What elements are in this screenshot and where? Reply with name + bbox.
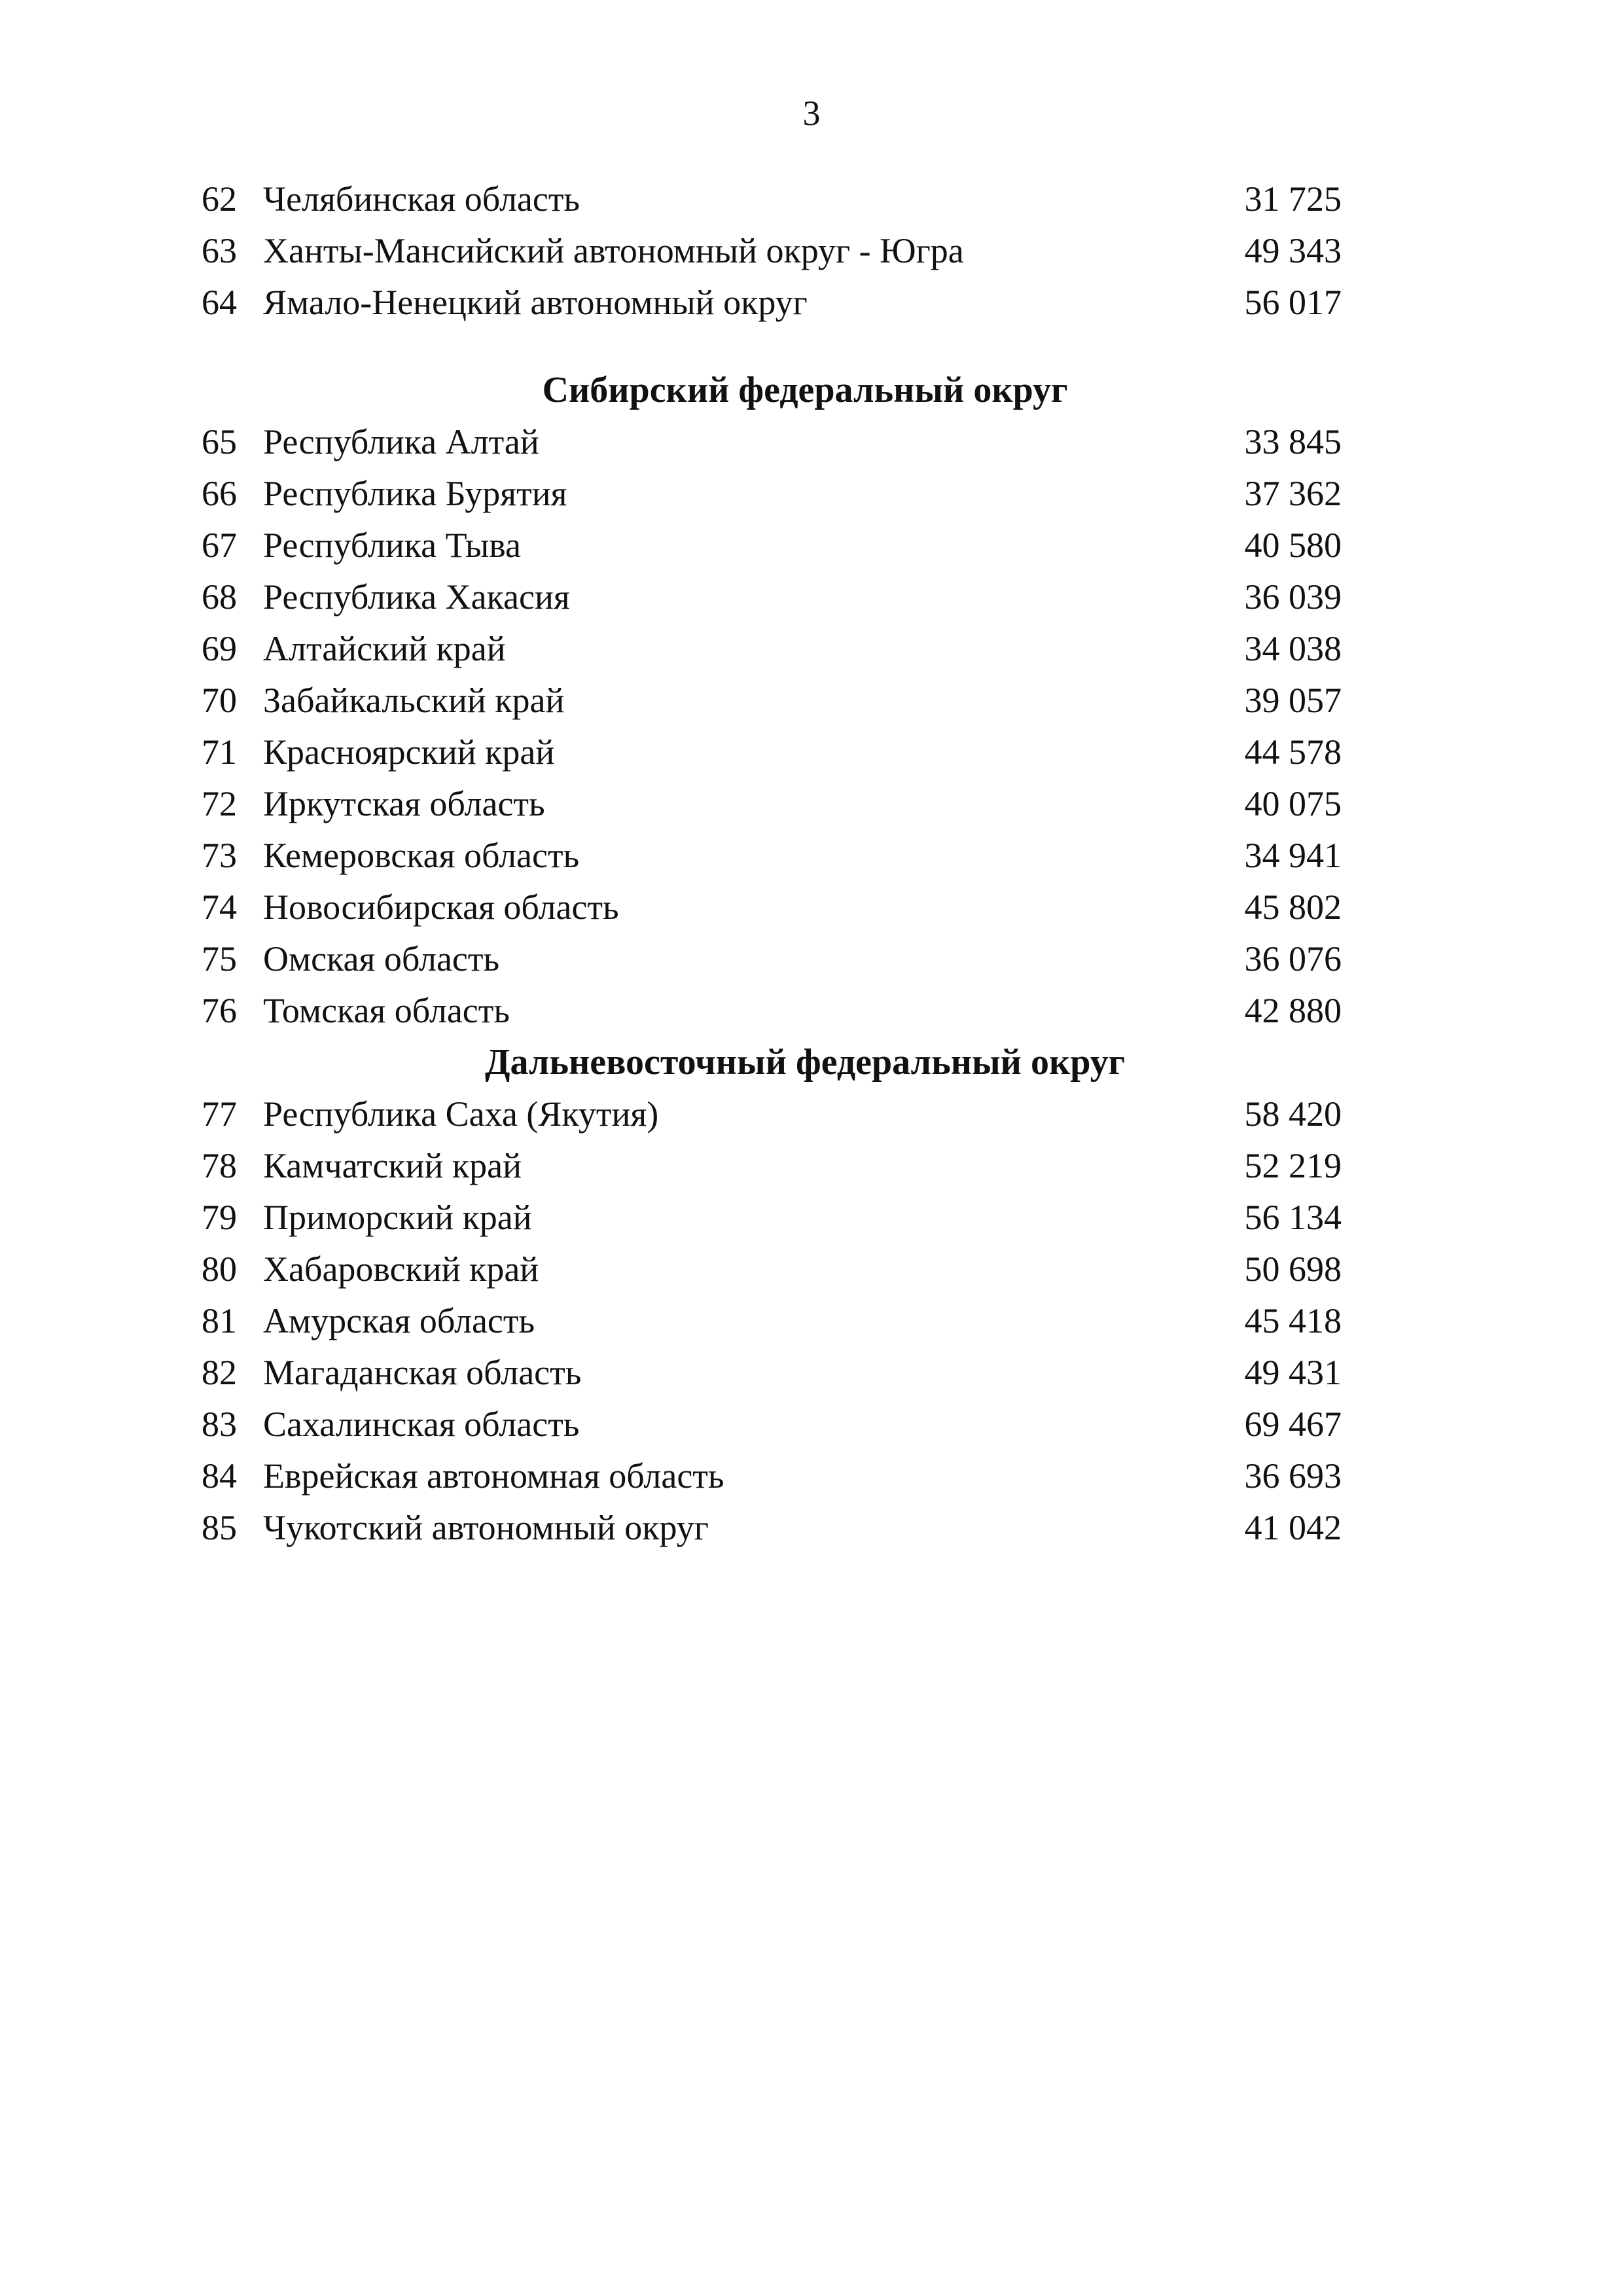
regions-table: [177, 173, 1355, 1554]
region-value: 36 039: [1244, 577, 1342, 617]
table-row: [177, 1347, 1355, 1399]
region-name: Чукотский автономный округ: [263, 1508, 709, 1547]
row-number: 64: [202, 283, 237, 322]
region-name: Республика Бурятия: [263, 474, 567, 513]
region-name: Алтайский край: [263, 629, 506, 668]
region-value: 37 362: [1244, 474, 1342, 513]
section-heading-siberian: Сибирский федеральный округ: [542, 370, 1068, 410]
table-row: [177, 985, 1355, 1037]
region-value: 49 343: [1244, 231, 1342, 270]
region-name: Забайкальский край: [263, 681, 565, 720]
region-value: 40 580: [1244, 526, 1342, 565]
row-number: 63: [202, 231, 237, 270]
region-name: Сахалинская область: [263, 1405, 580, 1444]
region-value: 52 219: [1244, 1146, 1342, 1185]
region-value: 34 941: [1244, 836, 1342, 875]
region-name: Иркутская область: [263, 784, 545, 823]
table-row: [177, 1088, 1355, 1140]
region-value: 36 693: [1244, 1456, 1342, 1496]
table-row: [177, 726, 1355, 778]
region-name: Магаданская область: [263, 1353, 582, 1392]
region-value: 42 880: [1244, 991, 1342, 1030]
region-value: 41 042: [1244, 1508, 1342, 1547]
section-gap: [177, 329, 1355, 365]
region-name: Еврейская автономная область: [263, 1456, 724, 1496]
table-row: [177, 882, 1355, 933]
table-row: [177, 1399, 1355, 1450]
table-row: [177, 675, 1355, 726]
region-value: 50 698: [1244, 1249, 1342, 1289]
table-row: [177, 1140, 1355, 1192]
region-name: Республика Тыва: [263, 526, 521, 565]
region-name: Челябинская область: [263, 179, 580, 219]
table-row: [177, 623, 1355, 675]
region-name: Камчатский край: [263, 1146, 522, 1185]
table-row: [177, 933, 1355, 985]
region-value: 39 057: [1244, 681, 1342, 720]
region-name: Красноярский край: [263, 732, 555, 772]
region-value: 58 420: [1244, 1094, 1342, 1134]
table-row: [177, 1192, 1355, 1244]
row-number: 62: [202, 179, 237, 219]
table-row: [177, 1295, 1355, 1347]
region-name: Новосибирская область: [263, 888, 619, 927]
table-row: [177, 1244, 1355, 1295]
row-number: 80: [202, 1249, 237, 1289]
region-value: 69 467: [1244, 1405, 1342, 1444]
row-number: 66: [202, 474, 237, 513]
row-number: 68: [202, 577, 237, 617]
region-name: Кемеровская область: [263, 836, 580, 875]
region-name: Республика Хакасия: [263, 577, 570, 617]
row-number: 84: [202, 1456, 237, 1496]
row-number: 69: [202, 629, 237, 668]
region-value: 33 845: [1244, 422, 1342, 461]
table-row: [177, 225, 1355, 277]
table-row: [177, 1502, 1355, 1554]
region-value: 31 725: [1244, 179, 1342, 219]
region-name: Приморский край: [263, 1198, 532, 1237]
row-number: 70: [202, 681, 237, 720]
region-value: 34 038: [1244, 629, 1342, 668]
row-number: 65: [202, 422, 237, 461]
row-number: 74: [202, 888, 237, 927]
row-number: 67: [202, 526, 237, 565]
table-row: [177, 1450, 1355, 1502]
row-number: 81: [202, 1301, 237, 1340]
region-value: 45 418: [1244, 1301, 1342, 1340]
table-row: [177, 277, 1355, 329]
region-name: Республика Саха (Якутия): [263, 1094, 659, 1134]
row-number: 71: [202, 732, 237, 772]
region-value: 40 075: [1244, 784, 1342, 823]
table-row: [177, 416, 1355, 468]
row-number: 76: [202, 991, 237, 1030]
region-value: 36 076: [1244, 939, 1342, 978]
region-name: Республика Алтай: [263, 422, 539, 461]
row-number: 79: [202, 1198, 237, 1237]
row-number: 75: [202, 939, 237, 978]
row-number: 82: [202, 1353, 237, 1392]
page-number: 3: [802, 94, 821, 133]
row-number: 78: [202, 1146, 237, 1185]
region-name: Омская область: [263, 939, 500, 978]
region-value: 45 802: [1244, 888, 1342, 927]
table-row: [177, 468, 1355, 520]
table-row: [177, 778, 1355, 830]
region-value: 56 134: [1244, 1198, 1342, 1237]
row-number: 85: [202, 1508, 237, 1547]
region-name: Хабаровский край: [263, 1249, 539, 1289]
region-value: 49 431: [1244, 1353, 1342, 1392]
region-value: 56 017: [1244, 283, 1342, 322]
row-number: 83: [202, 1405, 237, 1444]
region-name: Амурская область: [263, 1301, 535, 1340]
row-number: 72: [202, 784, 237, 823]
region-name: Томская область: [263, 991, 510, 1030]
section-heading-far-eastern: Дальневосточный федеральный округ: [484, 1042, 1126, 1083]
region-name: Ямало-Ненецкий автономный округ: [263, 283, 808, 322]
table-row: [177, 830, 1355, 882]
row-number: 77: [202, 1094, 237, 1134]
region-value: 44 578: [1244, 732, 1342, 772]
region-name: Ханты-Мансийский автономный округ - Югра: [263, 231, 964, 270]
table-row: [177, 173, 1355, 225]
table-row: [177, 520, 1355, 571]
row-number: 73: [202, 836, 237, 875]
table-row: [177, 571, 1355, 623]
